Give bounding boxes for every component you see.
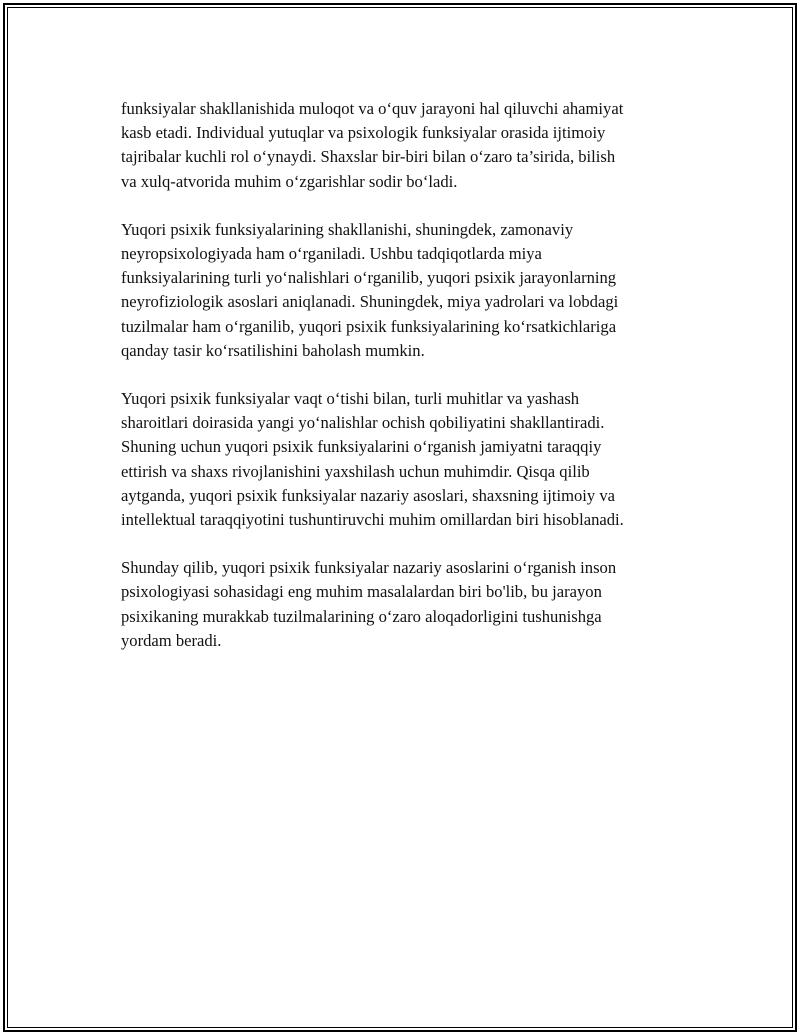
text-line: funksiyalar shakllanishida muloqot va o‘quv jarayoni hal qiluvchi ahamiyat <box>121 99 624 118</box>
text-line: tuzilmalar ham o‘rganilib, yuqori psixik funksiyalarining ko‘rsatkichlariga <box>121 316 617 336</box>
text-line: tajribalar kuchli rol o‘ynaydi. Shaxslar bir-biri bilan o‘zaro ta’sirida, bilish <box>121 147 616 167</box>
text-line: Shunday qilib, yuqori psixik funksiyalar nazariy asoslarini o‘rganish inson <box>121 558 617 578</box>
paragraph-3 <box>121 387 691 532</box>
text-line: sharoitlari doirasida yangi yo‘nalishlar ochish qobiliyatini shakllantiradi. <box>121 413 605 433</box>
text-line: qanday tasir ko‘rsatilishini baholash mumkin. <box>121 340 425 360</box>
paragraph-2 <box>121 218 691 363</box>
paragraph-4 <box>121 556 691 653</box>
text-line: va xulq-atvorida muhim o‘zgarishlar sodir bo‘ladi. <box>121 171 458 191</box>
paragraph-1 <box>121 97 691 194</box>
text-line: aytganda, yuqori psixik funksiyalar nazariy asoslari, shaxsning ijtimoiy va <box>121 485 616 505</box>
text-line: intellektual taraqqiyotini tushuntiruvchi muhim omillardan biri hisoblanadi. <box>121 510 624 530</box>
text-line: neyrofiziologik asoslari aniqlanadi. Shuningdek, miya yadrolari va lobdagi <box>121 292 619 312</box>
text-line: yordam beradi. <box>121 630 222 650</box>
text-line: kasb etadi. Individual yutuqlar va psixologik funksiyalar orasida ijtimoiy <box>121 123 606 143</box>
text-line: Yuqori psixik funksiyalarining shakllanishi, shuningdek, zamonaviy <box>121 219 574 239</box>
text-line: Yuqori psixik funksiyalar vaqt o‘tishi bilan, turli muhitlar va yashash <box>121 389 580 409</box>
document-body <box>121 97 691 677</box>
text-line: psixologiyasi sohasidagi eng muhim masalalardan biri bo'lib, bu jarayon <box>121 582 602 602</box>
text-line: psixikaning murakkab tuzilmalarining o‘zaro aloqadorligini tushunishga <box>121 606 602 626</box>
page-border <box>3 3 797 1032</box>
text-line: Shuning uchun yuqori psixik funksiyalarini o‘rganish jamiyatni taraqqiy <box>121 437 602 457</box>
text-line: funksiyalarining turli yo‘nalishlari o‘rganilib, yuqori psixik jarayonlarning <box>121 268 617 288</box>
text-line: ettirish va shaxs rivojlanishini yaxshilash uchun muhimdir. Qisqa qilib <box>121 461 590 481</box>
text-line: neyropsixologiyada ham o‘rganiladi. Ushbu tadqiqotlarda miya <box>121 244 542 264</box>
